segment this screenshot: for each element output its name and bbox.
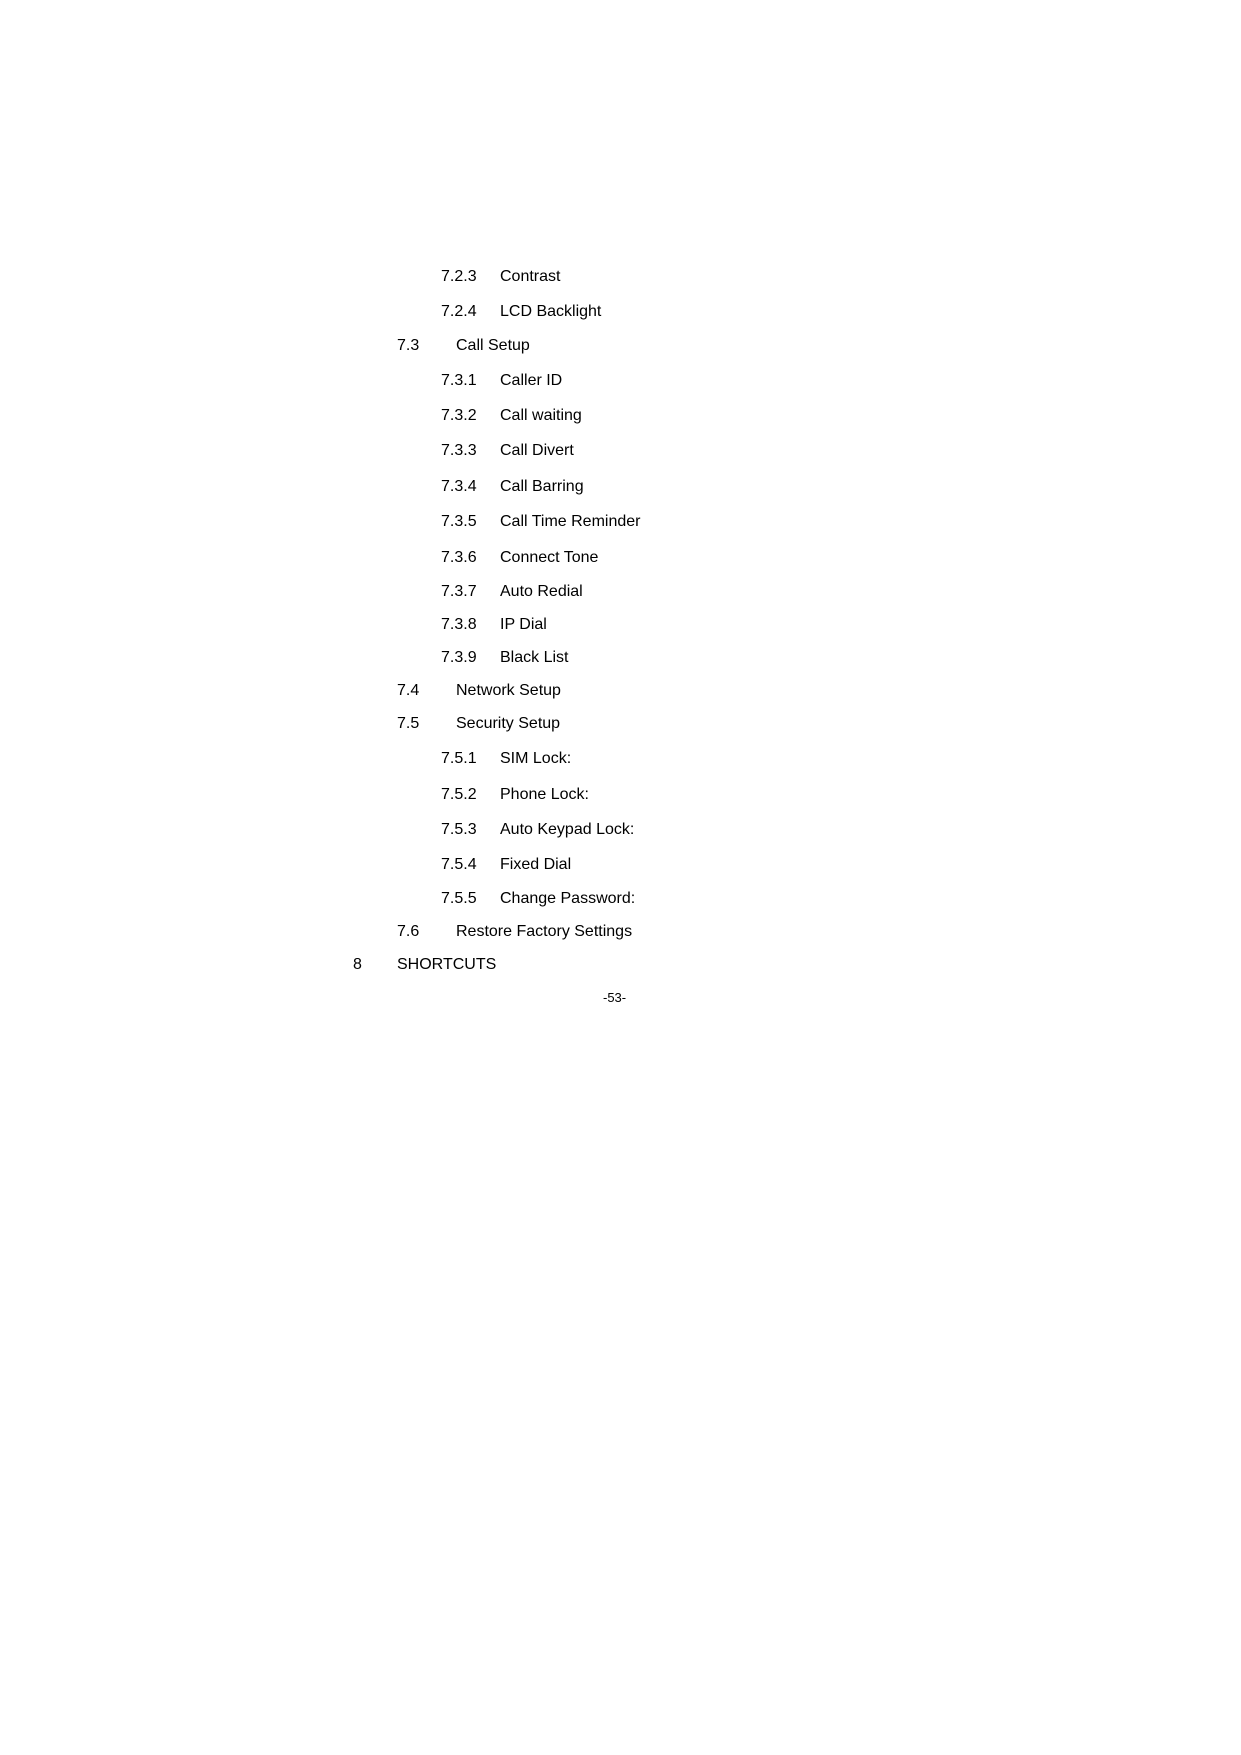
toc-entry-title: Black List	[500, 649, 569, 666]
toc-entry-title: Caller ID	[500, 372, 563, 389]
toc-entry-title: Auto Redial	[500, 583, 583, 600]
toc-entry-title: Phone Lock:	[500, 786, 589, 803]
toc-entry-title: IP Dial	[500, 616, 547, 633]
toc-entry-number: 7.3.9	[441, 649, 477, 666]
toc-entry-title: Security Setup	[456, 715, 561, 732]
toc-entry-title: Fixed Dial	[500, 856, 572, 873]
toc-entry-number: 7.4	[397, 682, 420, 699]
toc-entry-number: 7.5.2	[441, 786, 477, 803]
toc-entry-title: Call Setup	[456, 337, 530, 354]
toc-entry-number: 7.2.4	[441, 303, 477, 320]
toc-entry-number: 7.3	[397, 337, 420, 354]
toc-entry-number: 7.3.4	[441, 478, 477, 495]
toc-entry-title: Call waiting	[500, 407, 582, 424]
toc-entry-title: Call Time Reminder	[500, 513, 641, 530]
toc-entry-number: 7.5	[397, 715, 420, 732]
toc-entry-title: Contrast	[500, 268, 561, 285]
toc-entry-title: Connect Tone	[500, 549, 599, 566]
toc-entry-title: Change Password:	[500, 890, 636, 907]
toc-entry-number: 7.5.3	[441, 821, 477, 838]
toc-entry-number: 7.3.3	[441, 442, 477, 459]
toc-entry-title: Network Setup	[456, 682, 561, 699]
toc-entry-number: 7.3.5	[441, 513, 477, 530]
toc-entry-number: 7.5.5	[441, 890, 477, 907]
toc-entry-number: 7.3.8	[441, 616, 477, 633]
toc-entry-title: Call Barring	[500, 478, 584, 495]
toc-entry-title: LCD Backlight	[500, 303, 602, 320]
toc-entry-number: 7.5.1	[441, 750, 477, 767]
toc-entry-number: 7.5.4	[441, 856, 477, 873]
page-number: -53-	[603, 990, 627, 1005]
toc-entry-title: SIM Lock:	[500, 750, 572, 767]
toc-entry-title: SHORTCUTS	[397, 956, 497, 973]
toc-entry-number: 7.3.1	[441, 372, 477, 389]
toc-entry-number: 8	[353, 956, 362, 973]
toc-entry-title: Auto Keypad Lock:	[500, 821, 635, 838]
toc-entry-title: Call Divert	[500, 442, 574, 459]
toc-entry-number: 7.3.7	[441, 583, 477, 600]
toc-entry-number: 7.3.6	[441, 549, 477, 566]
toc-entry-title: Restore Factory Settings	[456, 923, 633, 940]
toc-entry-number: 7.6	[397, 923, 420, 940]
toc-entry-number: 7.3.2	[441, 407, 477, 424]
toc-entry-number: 7.2.3	[441, 268, 477, 285]
